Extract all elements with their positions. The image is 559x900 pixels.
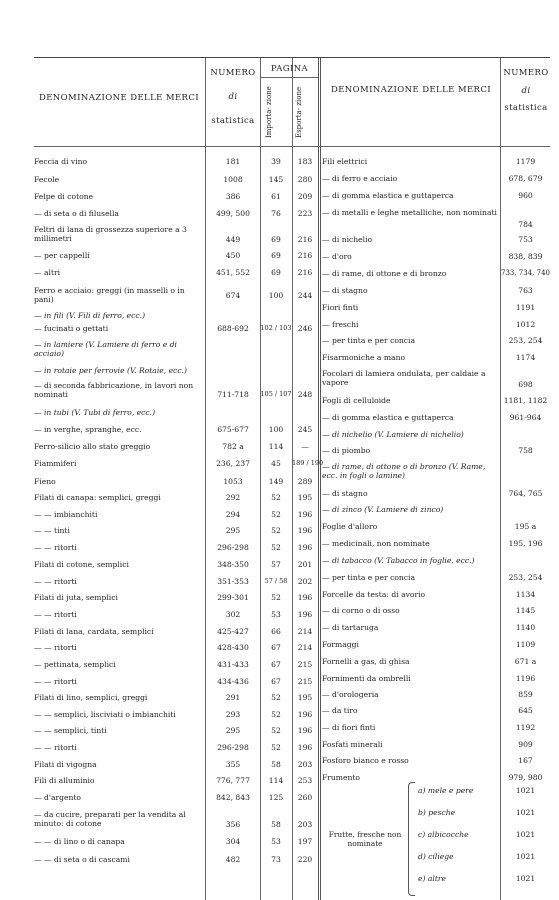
table-row: Fecole 1008 145 280 [34, 175, 313, 184]
header-statistica-right: statistica [504, 103, 548, 113]
table-row: Fornelli a gas, di ghisa 671 a [322, 657, 537, 666]
table-row: — di nichelio (V. Lamiere di nichelio) [322, 430, 464, 439]
table-row: — — ritorti 351-353 57 / 58 202 [34, 577, 313, 586]
table-row: Feccia di vino 181 39 183 [34, 157, 313, 166]
table-row: — di tartaruga 1140 [322, 623, 536, 632]
table-row: — di stagno 763 [322, 286, 533, 295]
table-row: Focolari di lamiera ondulata, per caldaie a vapore 698 [322, 369, 533, 389]
table-row: Felpe di cotone 386 61 209 [34, 192, 313, 201]
table-row: Filati di lana, cardata, semplici 425-427 66 214 [34, 627, 313, 636]
header-pagina: PAGINA [270, 64, 309, 74]
table-row: Fili elettrici 1179 [322, 157, 536, 166]
table-row: — in lamiere (V. Lamiere di ferro e di acciaio) [34, 340, 177, 358]
header-importazione: Importa- zione [265, 86, 273, 138]
table-row: — — di lino o di canapa 304 53 197 [34, 837, 313, 846]
table-row: — da tiro 645 [322, 706, 533, 715]
table-row: — di gomma elastica e guttaperca 960 [322, 191, 533, 200]
table-row: — per cappelli 450 69 216 [34, 251, 313, 260]
table-row: Fieno 1053 149 289 [34, 477, 313, 486]
list-item: a) mele e pere 1021 [418, 786, 536, 795]
table-row: — di metalli e leghe metalliche, non nominati 784 [322, 208, 533, 229]
table-row: — di rame, di ottone o di bronzo (V. Rame, ecc. in fogli o lamine) [322, 462, 486, 480]
table-row: — di seconda fabbricazione, in lavori non nominati 711-718 105 / 107 248 [34, 381, 313, 399]
table-row: — in tubi (V. Tubi di ferro, ecc.) [34, 408, 156, 417]
header-numero-right: NUMERO [503, 68, 549, 78]
table-row: — di tabacco (V. Tabacco in foglie, ecc.) [322, 556, 475, 565]
table-row: — — ritorti 434-436 67 215 [34, 677, 313, 686]
table-row: Ferro-silicio allo stato greggio 782 a 114 — [34, 442, 309, 451]
list-item: b) pesche 1021 [418, 808, 536, 817]
table-row: Fiammiferi 236, 237 45 189 / 190 [34, 459, 324, 468]
table-row: Fiori finti 1191 [322, 303, 536, 312]
pagina-rule [260, 77, 318, 78]
table-row: — — di seta o di cascami 482 73 220 [34, 855, 313, 864]
table-row: — — semplici, lisciviati o imbianchiti 293 52 196 [34, 710, 313, 719]
table-row: — di ferro e acciaio 678, 679 [322, 174, 543, 183]
table-row: — per tinta e per concia 253, 254 [322, 573, 543, 582]
table-row: — per tinta e per concia 253, 254 [322, 336, 543, 345]
header-esportazione: Esporta- zione [295, 86, 303, 138]
table-row: Fosfati minerali 909 [322, 740, 533, 749]
table-row: — di corno o di osso 1145 [322, 606, 536, 615]
table-row: Filati di cotone, semplici 348-350 57 201 [34, 560, 313, 569]
table-row: — — ritorti 296-298 52 196 [34, 743, 313, 752]
table-row: Fogli di celluloide 1181, 1182 [322, 396, 548, 405]
header-denominazione-right: DENOMINAZIONE DELLE MERCI [330, 85, 492, 95]
list-item: e) altre 1021 [418, 874, 536, 883]
table-row: — in fili (V. Fili di ferro, ecc.) [34, 311, 146, 320]
table-row: — da cucire, preparati per la vendita al minuto: di cotone 356 58 203 [34, 810, 313, 829]
table-row: Forcelle da testa: di avorio 1134 [322, 590, 536, 599]
table-row: Foglie d'alloro 195 a [322, 522, 537, 531]
header-statistica-left: statistica [211, 116, 255, 126]
table-row: Filati di vigogna 355 58 203 [34, 760, 313, 769]
table-row: — pettinata, semplici 431-433 67 215 [34, 660, 313, 669]
table-row: — d'argento 842, 843 125 260 [34, 793, 313, 802]
table-row: — — ritorti 302 53 196 [34, 610, 313, 619]
table-row: Ferro e acciaio: greggi (in masselli o in pani) 674 100 244 [34, 286, 313, 304]
table-row: Fili di alluminio 776, 777 114 253 [34, 776, 313, 785]
frutte-group-label: Frutte, fresche non nominate [328, 830, 402, 848]
table-row: Fosforo bianco e rosso 167 [322, 756, 533, 765]
table-row: — fucinati o gettati 688-692 102 / 103 246 [34, 324, 313, 333]
table-row: Filati di lino, semplici, greggi 291 52 195 [34, 693, 313, 702]
table-row: Fornimenti da ombrelli 1196 [322, 674, 536, 683]
table-row: — di seta o di filusella 499, 500 76 223 [34, 209, 313, 218]
table-row: — — ritorti 428-430 67 214 [34, 643, 313, 652]
header-di-right: di [521, 86, 531, 96]
table-row: — di gomma elastica e guttaperca 961-964 [322, 413, 542, 422]
header-numero-left: NUMERO [210, 68, 256, 78]
table-row: — freschi 1012 [322, 320, 536, 329]
table-row: — in verghe, spranghe, ecc. 675-677 100 245 [34, 425, 313, 434]
table-row: Filati di canapa: semplici, greggi 292 52 195 [34, 493, 313, 502]
table-row: — di piombo 758 [322, 446, 533, 455]
table-row: Formaggi 1109 [322, 640, 536, 649]
table-row: — altri 451, 552 69 216 [34, 268, 313, 277]
table-row: Filati di juta, semplici 299-301 52 196 [34, 593, 313, 602]
table-row: Fisarmoniche a mano 1174 [322, 353, 536, 362]
table-row: — — tinti 295 52 196 [34, 526, 313, 535]
table-row: — di nichelio 753 [322, 235, 533, 244]
table-row: — di rame, di ottone e di bronzo 733, 734, 740 [322, 269, 550, 278]
list-item: d) ciliege 1021 [418, 852, 536, 861]
table-row: — — imbianchiti 294 52 196 [34, 510, 313, 519]
table-row: — in rotaie per ferrovie (V. Rotaie, ecc.) [34, 366, 187, 375]
table-row: — di zinco (V. Lamiere di zinco) [322, 505, 444, 514]
table-row: — di fiori finti 1192 [322, 723, 536, 732]
table-row: — medicinali, non nominate 195, 196 [322, 539, 543, 548]
group-brace [408, 782, 415, 896]
list-item: c) albicocche 1021 [418, 830, 536, 839]
table-row: — — semplici, tinti 295 52 196 [34, 726, 313, 735]
table-row: — d'oro 838, 839 [322, 252, 543, 261]
table-row: Frumento 979, 980 [322, 773, 543, 782]
table-row: — di stagno 764, 765 [322, 489, 543, 498]
header-di-left: di [228, 92, 238, 102]
table-row: — d'orologeria 859 [322, 690, 533, 699]
header-denominazione-left: DENOMINAZIONE DELLE MERCI [38, 93, 200, 103]
table-row: Feltri di lana di grossezza superiore a 3 millimetri 449 69 216 [34, 225, 313, 244]
table-row: — — ritorti 296-298 52 196 [34, 543, 313, 552]
